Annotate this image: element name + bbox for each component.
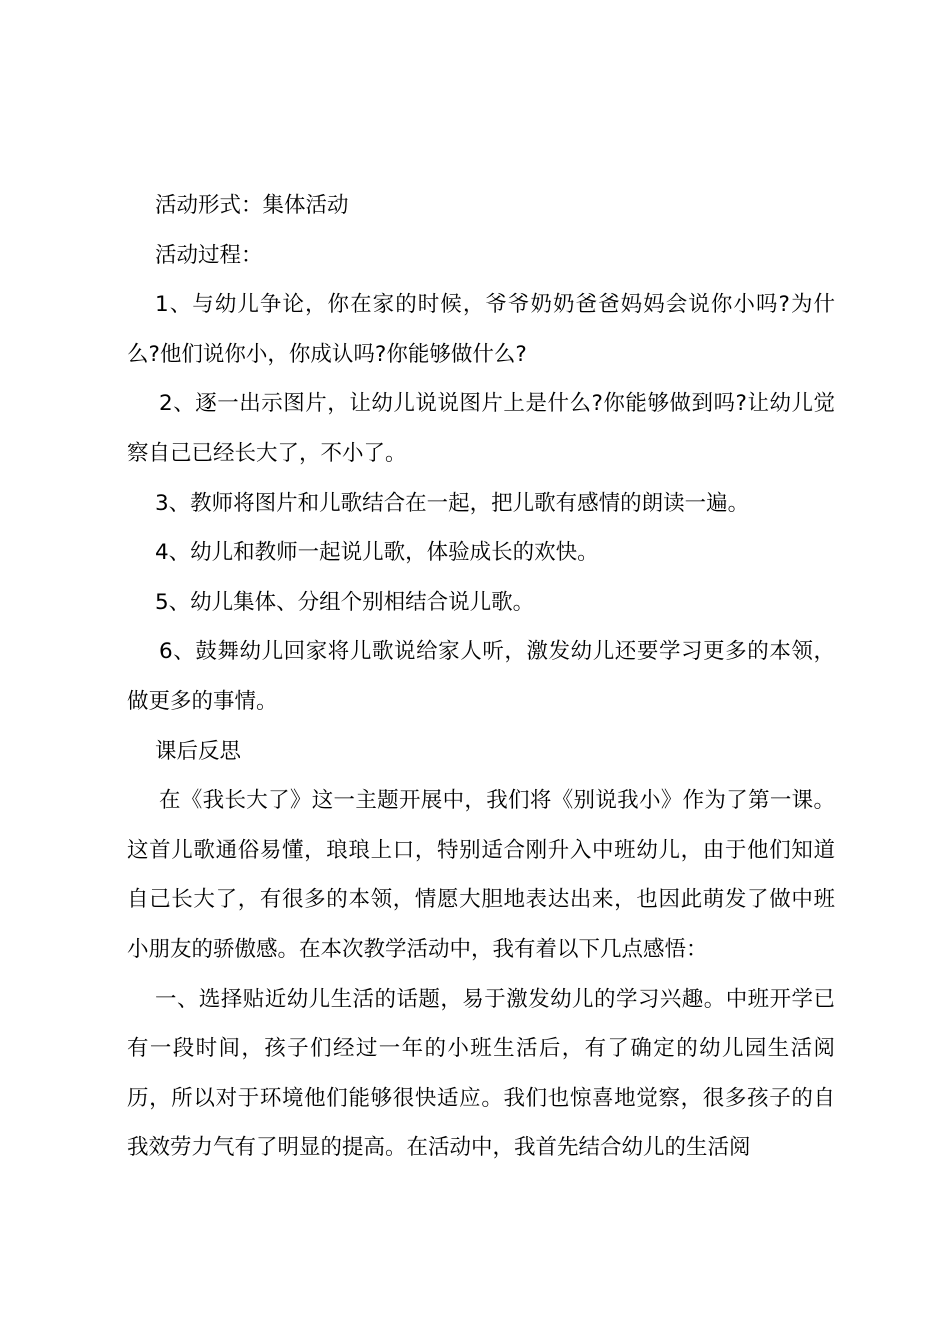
reflection-intro-paragraph: 在《我长大了》这一主题开展中，我们将《别说我小》作为了第一课。这首儿歌通俗易懂，琅琅上口，特别适合刚升入中班幼儿，由于他们知道自己长大了，有很多的本领，情愿大胆地表达出来，也因此萌发了做中班小朋友的骄傲感。在本次教学活动中，我有着以下几点感悟：	[127, 788, 835, 962]
process-step-6: 6、鼓舞幼儿回家将儿歌说给家人听，激发幼儿还要学习更多的本领，做更多的事情。	[127, 639, 835, 714]
process-step-2: 2、逐一出示图片，让幼儿说说图片上是什么?你能够做到吗?让幼儿觉察自己已经长大了，不小了。	[127, 391, 835, 466]
activity-process-heading: 活动过程：	[155, 242, 263, 268]
process-step-4: 4、幼儿和教师一起说儿歌，体验成长的欢快。	[155, 540, 599, 566]
document-body	[127, 181, 835, 1173]
process-step-3: 3、教师将图片和儿歌结合在一起，把儿歌有感情的朗读一遍。	[155, 490, 750, 516]
activity-form-line: 活动形式：集体活动	[155, 193, 349, 218]
process-step-1: 1、与幼儿争论，你在家的时候，爷爷奶奶爸爸妈妈会说你小吗?为什么?他们说你小，你成认吗?你能够做什么?	[127, 292, 835, 367]
process-step-5: 5、幼儿集体、分组个别相结合说儿歌。	[155, 589, 535, 615]
reflection-point-1-paragraph: 一、选择贴近幼儿生活的话题，易于激发幼儿的学习兴趣。中班开学已有一段时间，孩子们经过一年的小班生活后，有了确定的幼儿园生活阅历，所以对于环境他们能够很快适应。我们也惊喜地觉察，很多孩子的自我效劳力气有了明显的提高。在活动中，我首先结合幼儿的生活阅	[127, 986, 835, 1161]
reflection-heading: 课后反思	[155, 738, 242, 764]
